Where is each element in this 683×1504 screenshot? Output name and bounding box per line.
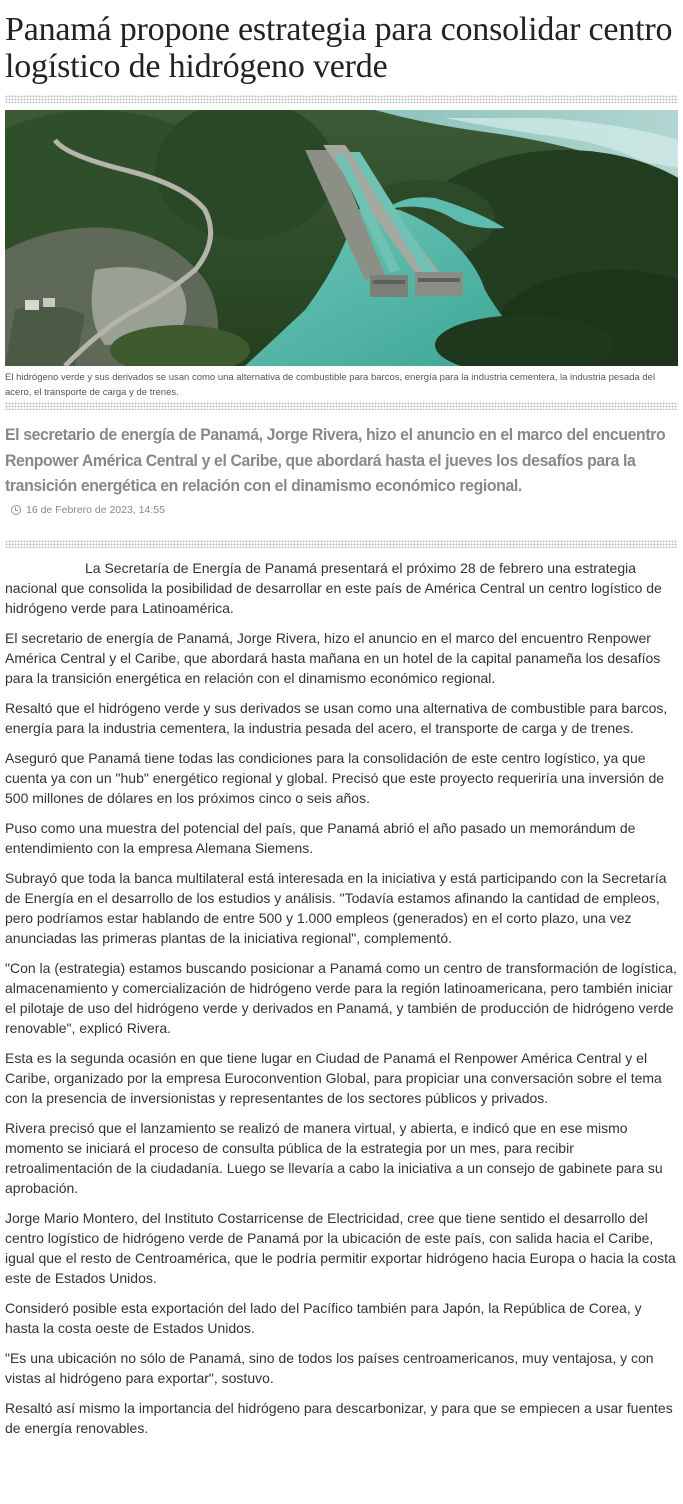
body-paragraph: Subrayó que toda la banca multilateral está interesada en la iniciativa y está participando con la Secretaría de Energía en el desarrollo de los estudios y análisis. "Todavía estamos afinando la cantidad de empleos, pero podríamos estar hablando de entre 500 y 1.000 empleos (generados) en el corto plazo, una vez anunciadas las primeras plantas de la iniciativa regional", complementó. bbox=[5, 869, 667, 946]
photo-caption: El hidrógeno verde y sus derivados se usan como una alternativa de combustible para barcos, energía para la industria cementera, la industria pesada del acero, el transporte de carga y de trenes. bbox=[5, 372, 656, 398]
clock-icon bbox=[11, 505, 21, 515]
body-paragraph: "Con la (estrategia) estamos buscando posicionar a Panamá como un centro de transformación de logística, almacenamiento y comercialización de hidrógeno verde para la región latinoamericana, pero también iniciar el pilotaje de uso del hidrógeno verde y derivados en Panamá, y también de producción de hidrógeno verde renovable", explicó Rivera. bbox=[5, 959, 677, 1036]
body-paragraph: El secretario de energía de Panamá, Jorge Rivera, hizo el anuncio en el marco del encuentro Renpower América Central y el Caribe, que abordará hasta mañana en un hotel de la capital panameña los desafíos para la transición energética en relación con el dinamismo económico regional. bbox=[5, 629, 661, 686]
dotted-divider bbox=[5, 402, 678, 410]
article-headline: Panamá propone estrategia para consolidar centro logístico de hidrógeno verde bbox=[5, 11, 673, 85]
publish-date bbox=[5, 503, 678, 518]
body-paragraph: Puso como una muestra del potencial del país, que Panamá abrió el año pasado un memorándum de entendimiento con la empresa Alemana Siemens. bbox=[5, 819, 636, 856]
body-paragraph: Rivera precisó que el lanzamiento se realizó de manera virtual, y abierta, e indicó que en ese mismo momento se iniciará el proceso de consulta pública de la estrategia por un mes, para recibir retroalimentación de la ciudadanía. Luego se llevaría a cabo la iniciativa a un consejo de gabinete para su aprobación. bbox=[5, 1119, 663, 1196]
body-paragraph: Consideró posible esta exportación del lado del Pacífico también para Japón, la República de Corea, y hasta la costa oeste de Estados Unidos. bbox=[5, 1299, 642, 1336]
body-paragraph: "Es una ubicación no sólo de Panamá, sino de todos los países centroamericanos, muy ventajosa, y con vistas al hidrógeno para exportar", sostuvo. bbox=[5, 1349, 654, 1386]
dotted-divider bbox=[5, 95, 678, 103]
dotted-divider bbox=[5, 540, 678, 548]
body-paragraph: Resaltó así mismo la importancia del hidrógeno para descarbonizar, y para que se empiecen a usar fuentes de energía renovables. bbox=[5, 1399, 673, 1436]
article-lead: El secretario de energía de Panamá, Jorge Rivera, hizo el anuncio en el marco del encuentro Renpower América Central y el Caribe, que abordará hasta el jueves los desafíos para la transición energética en relación con el dinamismo económico regional. bbox=[5, 425, 666, 495]
body-paragraph: Aseguró que Panamá tiene todas las condiciones para la consolidación de este centro logístico, ya que cuenta ya con un "hub" energético regional y global. Precisó que este proyecto requeriría una inversión de 500 millones de dólares en los próximos cinco o seis años. bbox=[5, 749, 665, 806]
publish-date-text: 16 de Febrero de 2023, 14:55 bbox=[26, 504, 165, 516]
body-paragraph: Resaltó que el hidrógeno verde y sus derivados se usan como una alternativa de combustible para barcos, energía para la industria cementera, la industria pesada del acero, el transporte de carga y de trenes. bbox=[5, 699, 668, 736]
canal-aerial-illustration bbox=[5, 110, 678, 366]
body-paragraph: Esta es la segunda ocasión en que tiene lugar en Ciudad de Panamá el Renpower América Central y el Caribe, organizado por la empresa Euroconvention Global, para propiciar una conversación sobre el tema con la presencia de inversionistas y representantes de los sectores públicos y privados. bbox=[5, 1049, 662, 1106]
body-paragraph: Jorge Mario Montero, del Instituto Costarricense de Electricidad, cree que tiene sentido el desarrollo del centro logístico de hidrógeno verde de Panamá por la ubicación de este país, con salida hacia el Caribe, igual que el resto de Centroamérica, que le podría permitir exportar hidrógeno hacia Europa o hacia la costa este de Estados Unidos. bbox=[5, 1209, 676, 1286]
body-paragraph: La Secretaría de Energía de Panamá presentará el próximo 28 de febrero una estrategia nacional que consolida la posibilidad de desarrollar en este país de América Central un centro logístico de hidrógeno verde para Latinoamérica. bbox=[5, 559, 662, 616]
article-body bbox=[5, 548, 678, 1438]
article-photo bbox=[5, 110, 678, 366]
